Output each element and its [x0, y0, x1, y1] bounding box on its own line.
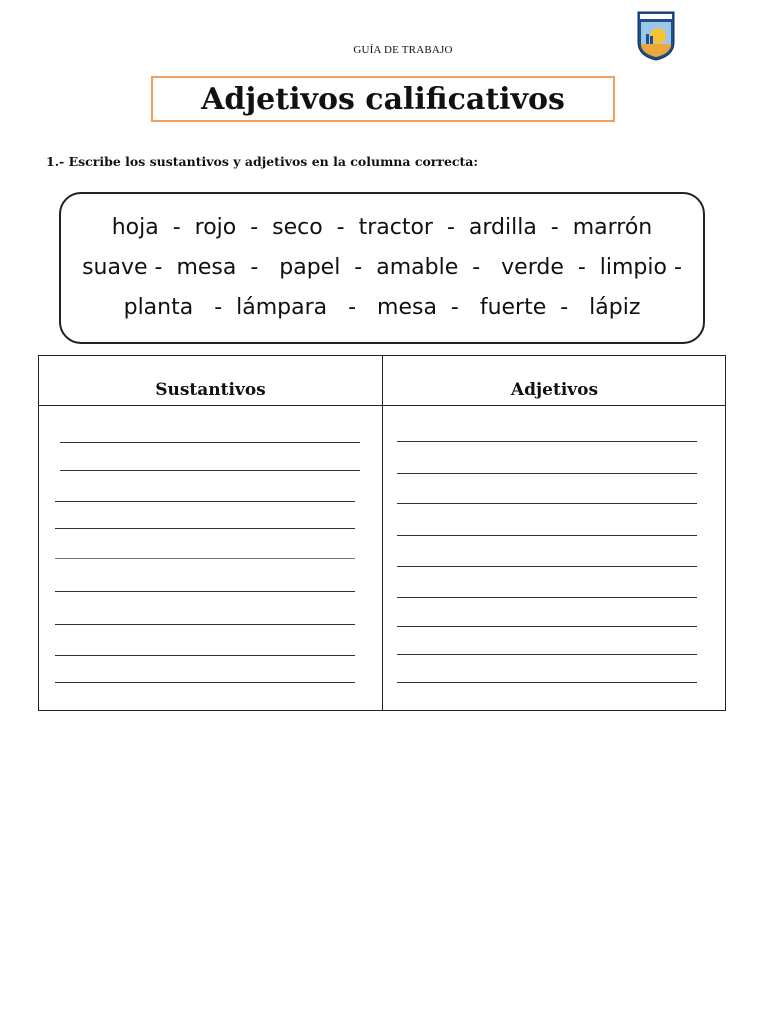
- adjetivos-writing-line[interactable]: [397, 682, 697, 683]
- worksheet-header: GUÍA DE TRABAJO: [353, 44, 453, 56]
- title-box: [151, 76, 615, 122]
- page-title: Adjetivos calificativos: [201, 81, 565, 117]
- word-bank: [59, 192, 705, 344]
- sustantivos-writing-line[interactable]: [55, 591, 355, 592]
- column-header-adjetivos: Adjetivos: [510, 380, 599, 400]
- adjetivos-writing-line[interactable]: [397, 535, 697, 536]
- word-bank-line: suave - mesa - papel - amable - verde - limpio -: [82, 255, 682, 280]
- sustantivos-writing-line[interactable]: [60, 470, 360, 471]
- instruction-text: 1.- Escribe los sustantivos y adjetivos en la columna correcta:: [46, 154, 479, 169]
- adjetivos-writing-line[interactable]: [397, 597, 697, 598]
- word-bank-line: hoja - rojo - seco - tractor - ardilla - marrón: [111, 215, 653, 240]
- sustantivos-writing-line[interactable]: [55, 624, 355, 625]
- adjetivos-writing-line[interactable]: [397, 626, 697, 627]
- column-header-sustantivos: Sustantivos: [155, 380, 266, 400]
- sustantivos-writing-line[interactable]: [55, 655, 355, 656]
- sustantivos-writing-line[interactable]: [55, 528, 355, 529]
- adjetivos-writing-line[interactable]: [397, 503, 697, 504]
- adjetivos-writing-line[interactable]: [397, 441, 697, 442]
- sustantivos-writing-line[interactable]: [60, 442, 360, 443]
- classification-table: [38, 355, 726, 711]
- sustantivos-writing-line[interactable]: [55, 501, 355, 502]
- adjetivos-writing-line[interactable]: [397, 654, 697, 655]
- sustantivos-writing-line[interactable]: [55, 682, 355, 683]
- adjetivos-writing-line[interactable]: [397, 473, 697, 474]
- word-bank-line: planta - lámpara - mesa - fuerte - lápiz: [123, 295, 641, 320]
- sustantivos-writing-line[interactable]: [55, 558, 355, 559]
- column-divider: [382, 356, 383, 710]
- school-logo: [636, 10, 676, 62]
- adjetivos-writing-line[interactable]: [397, 566, 697, 567]
- header-divider: [39, 405, 725, 406]
